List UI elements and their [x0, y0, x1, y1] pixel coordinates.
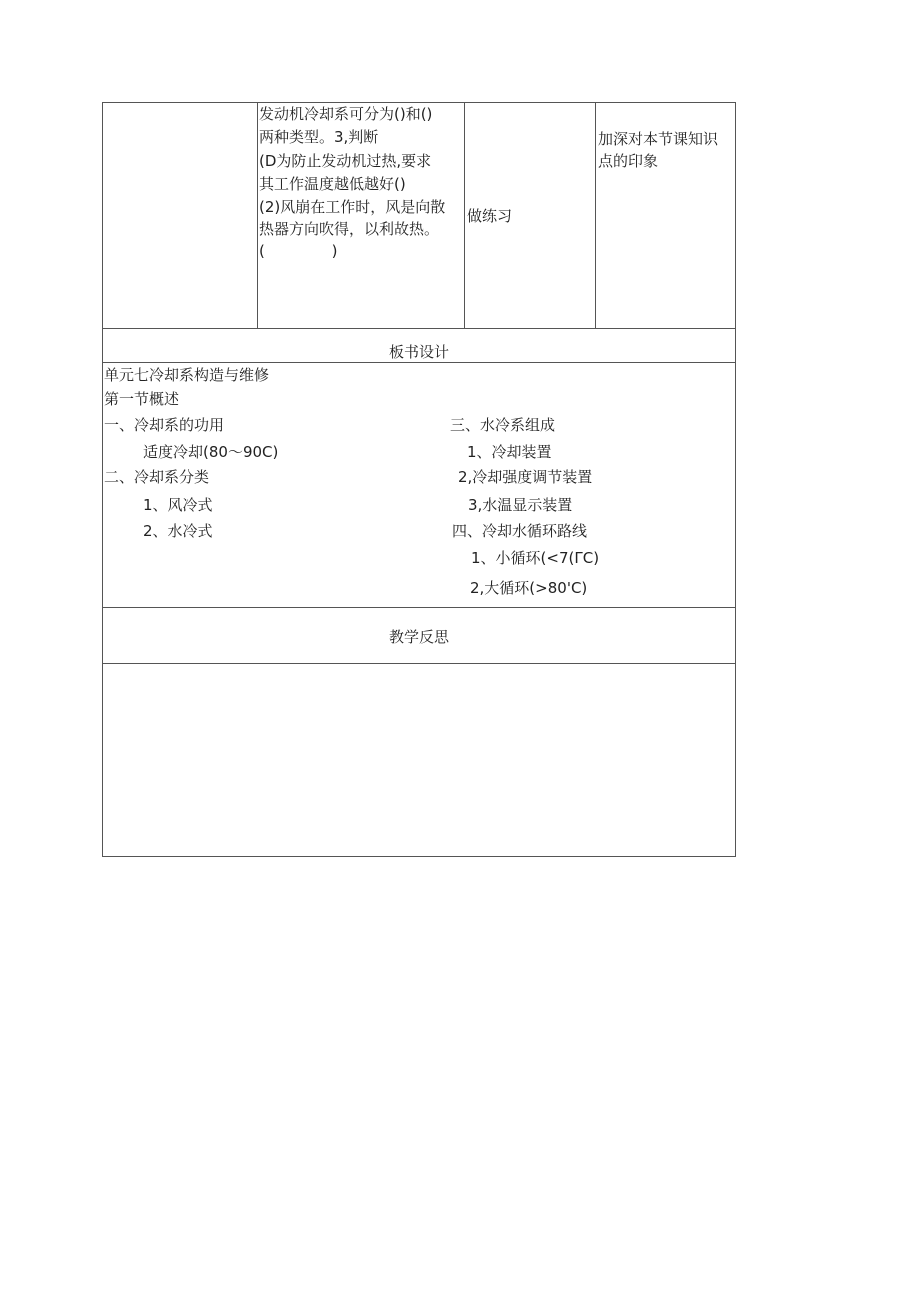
exercise-line: ( ) [259, 242, 338, 260]
row1-divider-3 [595, 102, 596, 329]
row1-divider-2 [464, 102, 465, 329]
table-right-border [735, 102, 736, 857]
exercise-line: 发动机冷却系可分为()和() [259, 105, 433, 123]
board-left-item: 2、水冷式 [143, 522, 213, 540]
board-content-bottom-border [102, 607, 736, 608]
board-right-item: 三、水冷系组成 [450, 416, 556, 434]
board-left-item: 二、冷却系分类 [104, 468, 210, 486]
table-left-border [102, 102, 103, 857]
exercise-line: (2)风崩在工作时，风是向散 [259, 198, 446, 216]
exercise-line: 两种类型。3,判断 [259, 128, 379, 146]
table-bottom-border [102, 856, 736, 857]
board-unit-title: 单元七冷却系构造与维修 [104, 366, 270, 384]
board-right-item: 2,冷却强度调节装置 [458, 468, 593, 486]
board-left-item: 一、冷却系的功用 [104, 416, 225, 434]
board-right-item: 2,大循环(>80'C) [470, 579, 588, 597]
board-right-item: 1、冷却装置 [467, 443, 552, 461]
reflection-title-bottom-border [102, 663, 736, 664]
board-design-title: 板书设计 [388, 343, 449, 361]
row1-bottom-border [102, 328, 736, 329]
purpose-line: 点的印象 [598, 152, 659, 170]
exercise-line: (D为防止发动机过热,要求 [259, 152, 432, 170]
purpose-line: 加深对本节课知识 [598, 130, 719, 148]
row1-col3-activity: 做练习 [467, 207, 513, 225]
board-left-item: 适度冷却(80〜90C) [143, 443, 279, 461]
board-left-item: 1、风冷式 [143, 496, 213, 514]
exercise-line: 热器方向吹得，以利故热。 [259, 220, 440, 238]
exercise-line: 其工作温度越低越好() [259, 175, 406, 193]
board-right-item: 3,水温显示装置 [468, 496, 573, 514]
row1-divider-1 [257, 102, 258, 329]
board-right-item: 1、小循环(<7(ΓC) [471, 549, 600, 567]
board-right-item: 四、冷却水循环路线 [452, 522, 588, 540]
board-section-title: 第一节概述 [104, 390, 180, 408]
teaching-reflection-title: 教学反思 [388, 628, 449, 646]
